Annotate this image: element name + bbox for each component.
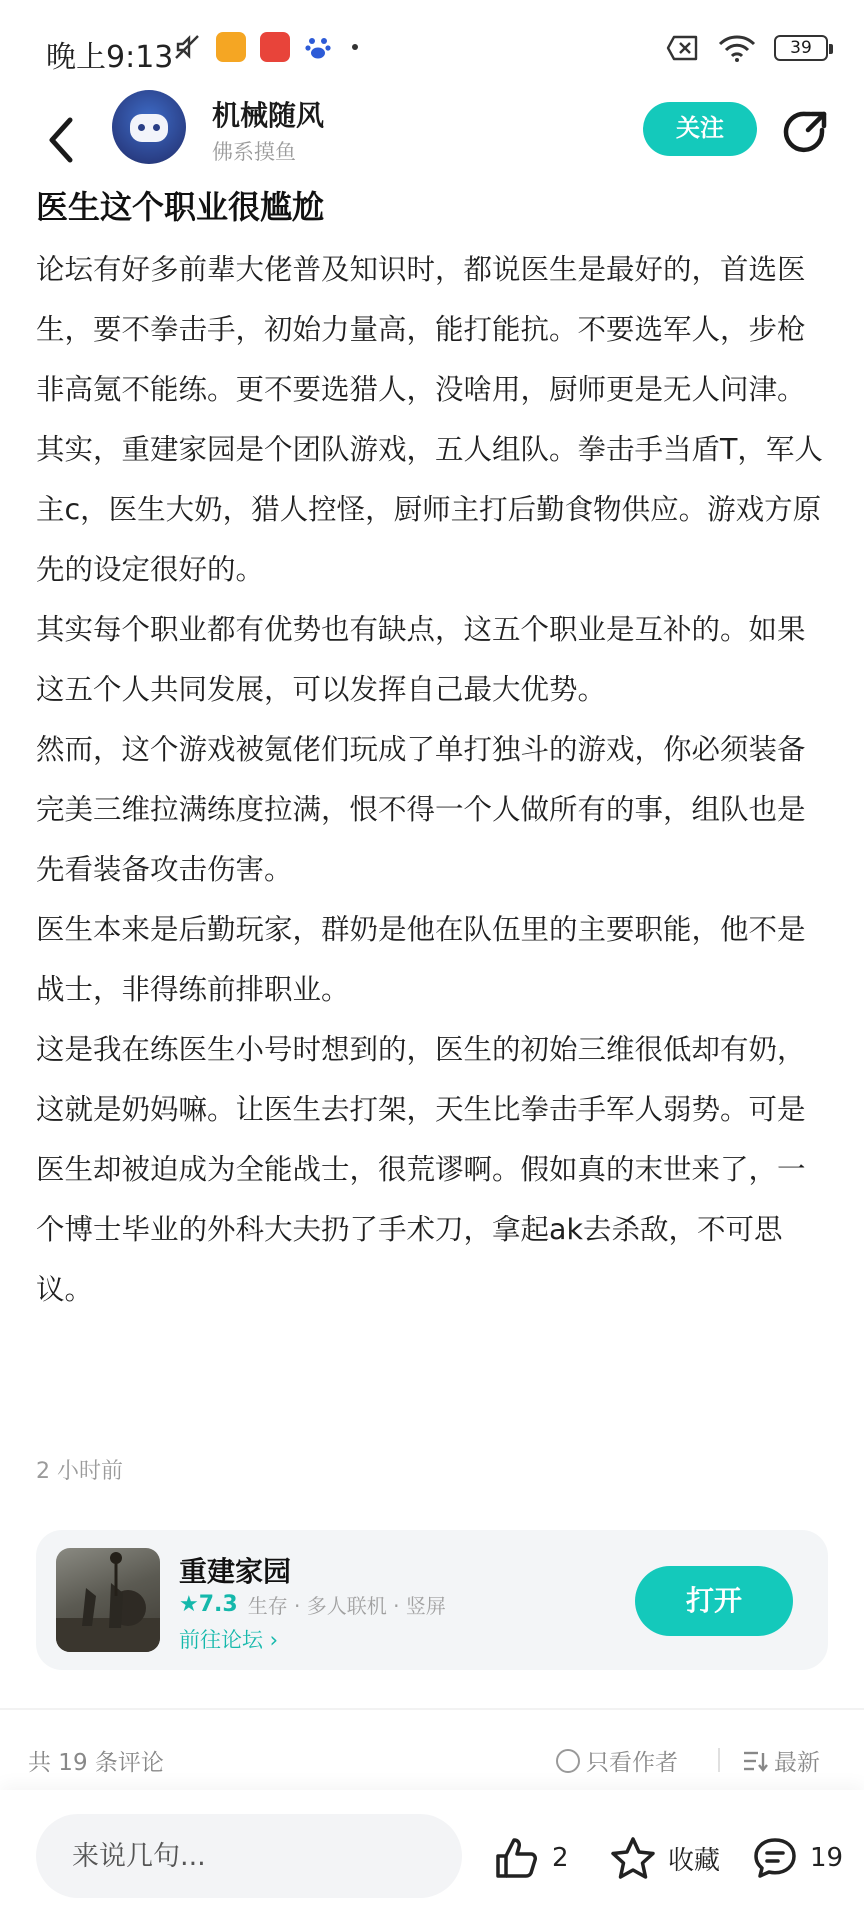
- status-system-icons: [666, 34, 828, 62]
- sort-latest-label: 最新: [774, 1750, 820, 1776]
- comment-bubble-icon: [752, 1836, 798, 1880]
- post-paragraph: 这是我在练医生小号时想到的，医生的初始三维很低却有奶，这就是奶妈嘛。让医生去打架，天生比拳击手军人弱势。可是医生却被迫成为全能战士，很荒谬啊。假如真的末世来了，一个博士毕业的外科大夫扔了手术刀，拿起ak去杀敌，不可思议。: [36, 1033, 806, 1306]
- wifi-icon: [718, 34, 756, 62]
- more-dot-icon: [352, 44, 358, 50]
- battery-icon: 39: [774, 35, 828, 61]
- thumbs-up-icon: [494, 1836, 540, 1880]
- post-paragraph: 其实，重建家园是个团队游戏，五人组队。拳击手当盾T，军人主c，医生大奶，猎人控怪，厨师主打后勤食物供应。游戏方原先的设定很好的。: [36, 433, 823, 586]
- game-name: 重建家园: [179, 1555, 292, 1588]
- user-name[interactable]: 机械随风: [212, 99, 325, 132]
- game-meta: [179, 1590, 446, 1619]
- sim-off-icon: [666, 35, 700, 61]
- status-bar: [0, 0, 864, 100]
- share-icon[interactable]: [782, 108, 830, 156]
- paw-icon: [304, 33, 332, 61]
- mute-icon: [172, 32, 202, 62]
- app-notification-icon: [216, 32, 246, 62]
- section-divider: [0, 1708, 864, 1710]
- post-title: 医生这个职业很尴尬: [36, 188, 325, 226]
- bottom-action-bar: [0, 1790, 864, 1920]
- news-app-icon: [260, 32, 290, 62]
- game-rating: ★7.3: [179, 1592, 238, 1617]
- comment-count: 共 19 条评论: [28, 1750, 164, 1776]
- post-paragraph: 医生本来是后勤玩家，群奶是他在队伍里的主要职能，他不是战士，非得练前排职业。: [36, 913, 806, 1006]
- author-only-toggle[interactable]: [556, 1744, 678, 1777]
- avatar-robot-face: [130, 114, 168, 142]
- favorite-button[interactable]: [610, 1836, 720, 1880]
- avatar[interactable]: [112, 90, 186, 164]
- sort-icon: [742, 1749, 768, 1773]
- star-icon: [610, 1836, 656, 1880]
- filter-separator: [718, 1748, 720, 1772]
- post-paragraph: 论坛有好多前辈大佬普及知识时，都说医生是最好的，首选医生，要不拳击手，初始力量高，能打能抗。不要选军人，步枪非高氪不能练。更不要选猎人，没啥用，厨师更是无人问津。: [36, 253, 806, 406]
- post-paragraph: 然而，这个游戏被氪佬们玩成了单打独斗的游戏，你必须装备完美三维拉满练度拉满，恨不得一个人做所有的事，组队也是先看装备攻击伤害。: [36, 733, 806, 886]
- radio-icon: [556, 1749, 580, 1773]
- author-only-label: 只看作者: [586, 1750, 678, 1776]
- comment-input[interactable]: [36, 1814, 462, 1898]
- sort-latest-button[interactable]: [742, 1744, 820, 1777]
- back-button[interactable]: [40, 110, 80, 170]
- user-subtitle: 佛系摸鱼: [212, 140, 296, 164]
- comment-count-badge: 19: [810, 1843, 844, 1873]
- status-time: 晚上9:13: [46, 40, 174, 75]
- follow-button[interactable]: 关注: [643, 102, 757, 156]
- open-game-button[interactable]: 打开: [635, 1566, 793, 1636]
- status-notification-icons: [172, 32, 358, 62]
- game-cover-image: [56, 1548, 160, 1652]
- post-body: [36, 240, 830, 1320]
- favorite-label: 收藏: [668, 1845, 721, 1876]
- like-count: 2: [552, 1843, 569, 1873]
- comment-button[interactable]: [752, 1836, 843, 1880]
- go-to-forum-link[interactable]: 前往论坛 ›: [179, 1628, 279, 1652]
- game-card[interactable]: [36, 1530, 828, 1670]
- post-paragraph: 其实每个职业都有优势也有缺点，这五个职业是互补的。如果这五个人共同发展，可以发挥自己最大优势。: [36, 613, 806, 706]
- like-button[interactable]: [494, 1836, 569, 1880]
- post-time: 2 小时前: [36, 1459, 123, 1484]
- game-tags: 生存 · 多人联机 · 竖屏: [247, 1594, 446, 1618]
